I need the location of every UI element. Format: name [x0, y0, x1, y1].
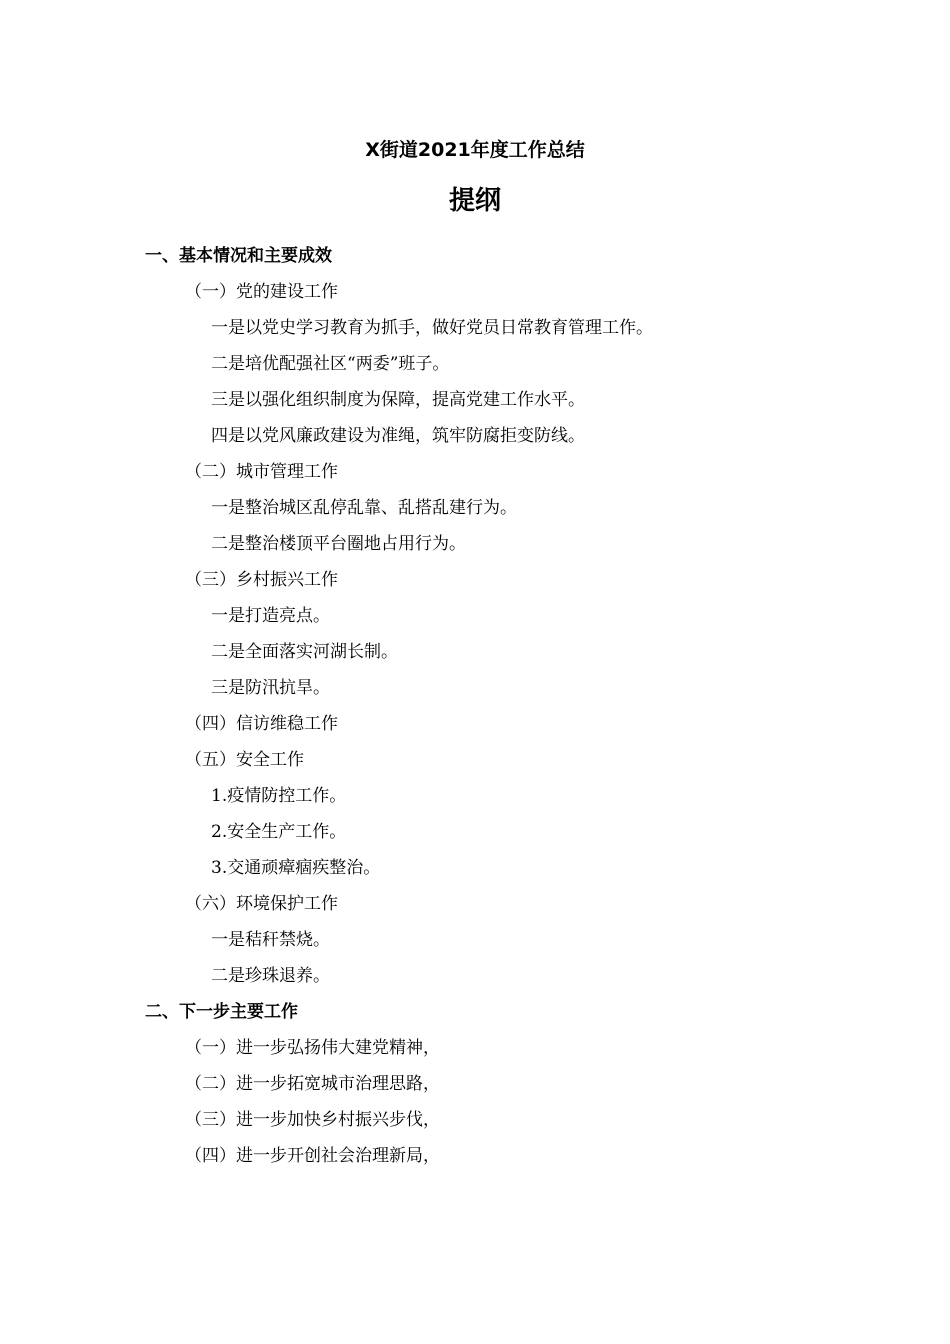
- subsection-heading: （四）进一步开创社会治理新局，: [185, 1146, 440, 1166]
- section-heading: 二、下一步主要工作: [145, 1002, 298, 1022]
- outline-item: 二是珍珠退养。: [211, 966, 330, 986]
- subsection-heading: （三）进一步加快乡村振兴步伐，: [185, 1110, 440, 1130]
- outline-item: 三是以强化组织制度为保障，提高党建工作水平。: [211, 390, 585, 410]
- subsection-heading: （一）进一步弘扬伟大建党精神，: [185, 1038, 440, 1058]
- subsection-heading: （二）进一步拓宽城市治理思路，: [185, 1074, 440, 1094]
- outline-item: 三是防汛抗旱。: [211, 678, 330, 698]
- subsection-heading: （五）安全工作: [185, 750, 304, 770]
- document-title: X街道2021年度工作总结: [365, 139, 585, 161]
- outline-item: 一是秸秆禁烧。: [211, 930, 330, 950]
- outline-item: 一是整治城区乱停乱靠、乱搭乱建行为。: [211, 498, 517, 518]
- document-subtitle: 提纲: [448, 186, 501, 216]
- subsection-heading: （六）环境保护工作: [185, 894, 338, 914]
- outline-item: 1.疫情防控工作。: [211, 786, 347, 806]
- outline-item: 一是打造亮点。: [211, 606, 330, 626]
- outline-item: 四是以党风廉政建设为准绳，筑牢防腐拒变防线。: [211, 426, 585, 446]
- outline-item: 二是全面落实河湖长制。: [211, 642, 398, 662]
- outline-item: 二是培优配强社区“两委”班子。: [211, 354, 450, 374]
- outline-item: 3.交通顽瘴痼疾整治。: [211, 858, 381, 878]
- outline-item: 一是以党史学习教育为抓手，做好党员日常教育管理工作。: [211, 318, 653, 338]
- outline-item: 二是整治楼顶平台圈地占用行为。: [211, 534, 466, 554]
- subsection-heading: （四）信访维稳工作: [185, 714, 338, 734]
- outline-list: [0, 238, 950, 1174]
- outline-item: 2.安全生产工作。: [211, 822, 347, 842]
- subsection-heading: （三）乡村振兴工作: [185, 570, 338, 590]
- subsection-heading: （二）城市管理工作: [185, 462, 338, 482]
- section-heading: 一、基本情况和主要成效: [145, 246, 332, 266]
- subsection-heading: （一）党的建设工作: [185, 282, 338, 302]
